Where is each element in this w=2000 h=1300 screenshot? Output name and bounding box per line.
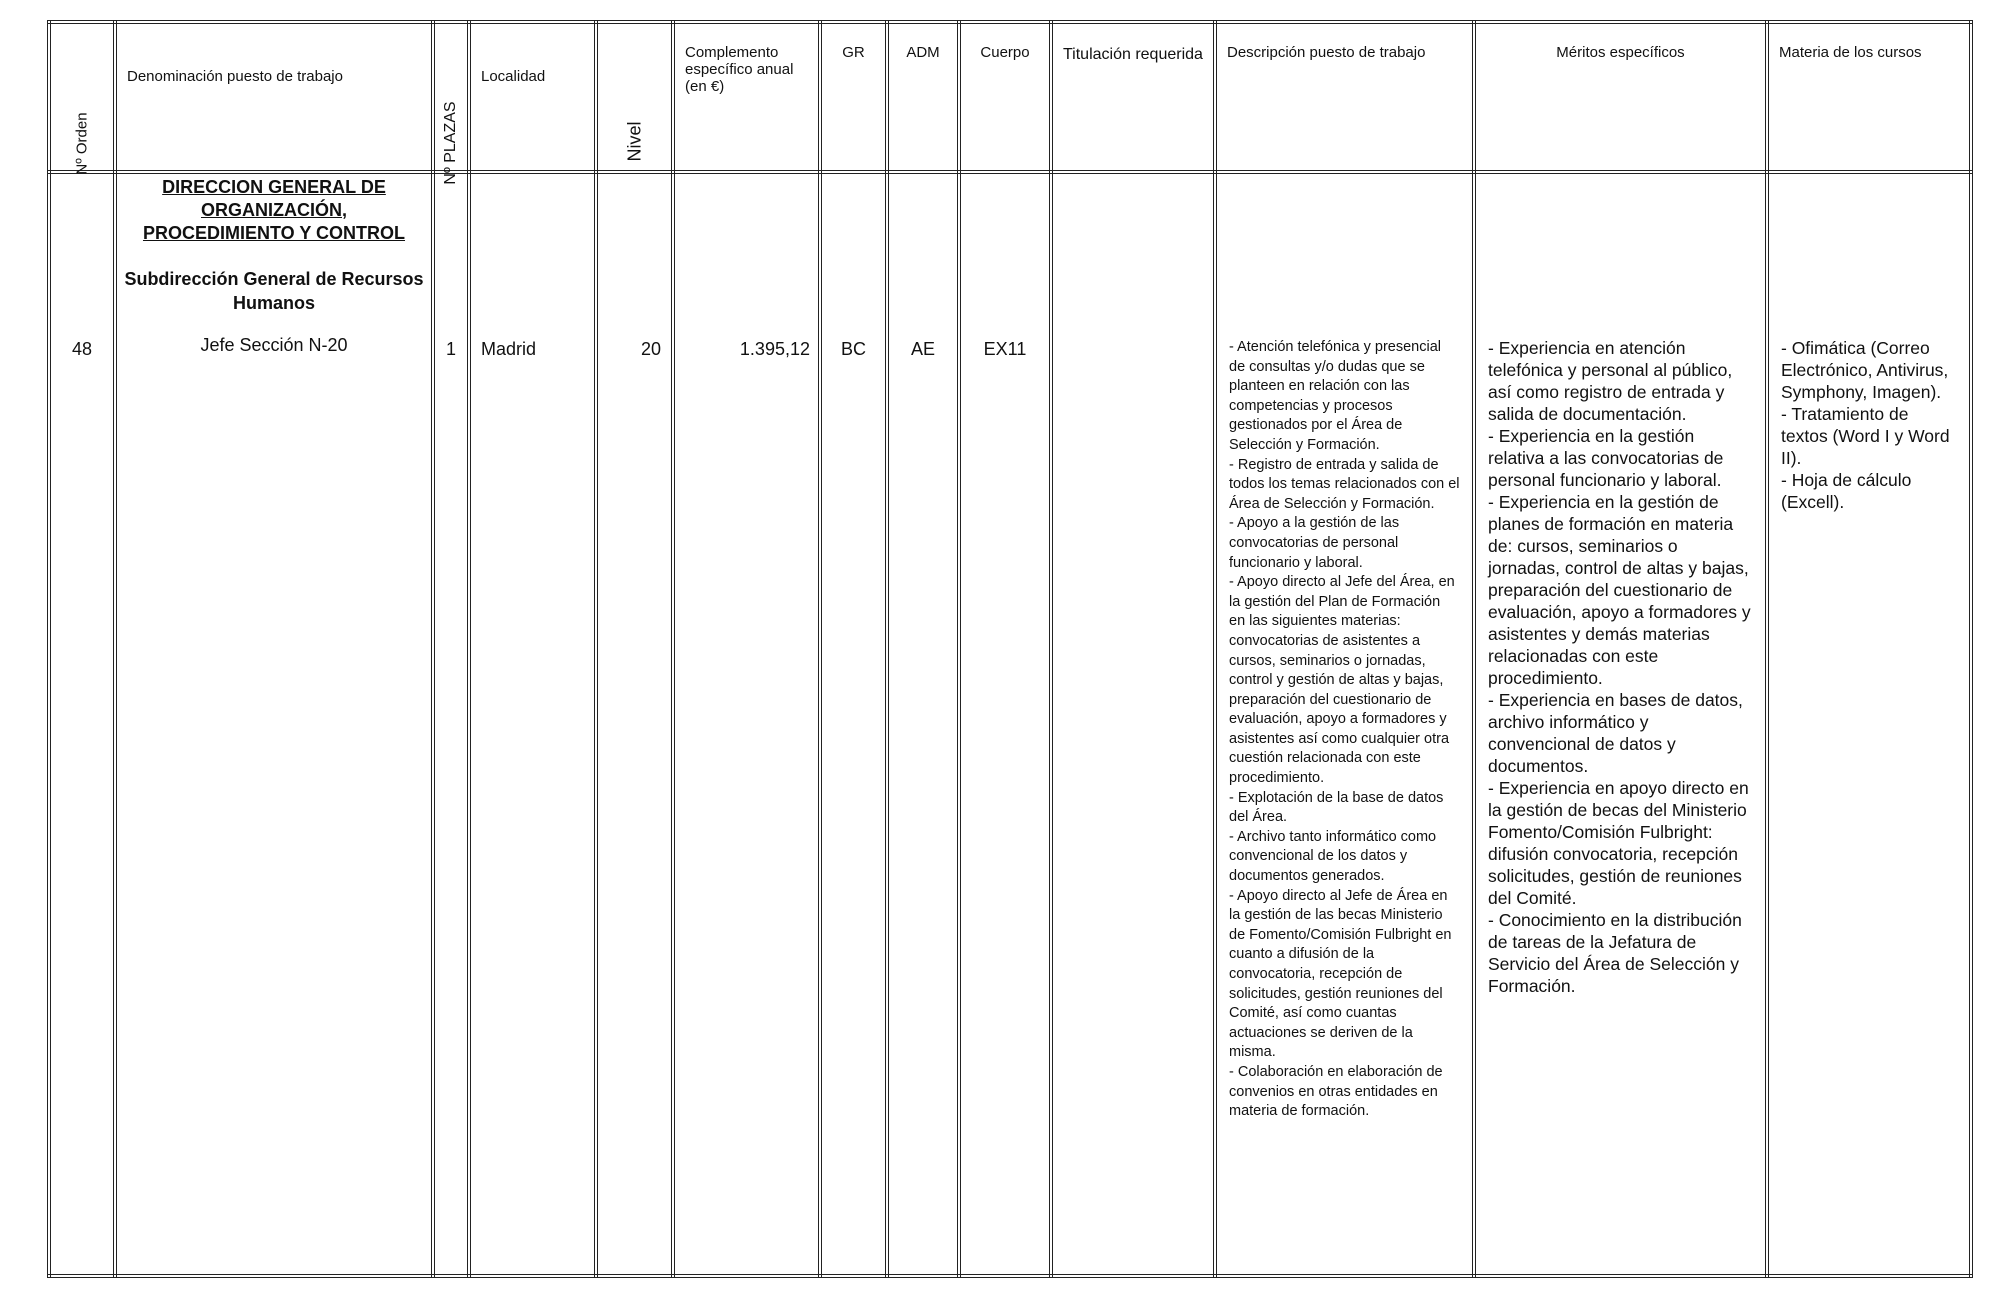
cell-gr bbox=[820, 172, 887, 1276]
header-plazas-label: Nº PLAZAS bbox=[442, 101, 459, 185]
table-row bbox=[49, 172, 1971, 1276]
subdireccion-heading: Subdirección General de Recursos Humanos bbox=[124, 269, 424, 313]
header-titulacion-label: Titulación requerida bbox=[1063, 46, 1203, 63]
cell-cuerpo bbox=[959, 172, 1051, 1276]
cell-complemento bbox=[673, 172, 820, 1276]
header-localidad bbox=[469, 22, 596, 172]
header-descripcion bbox=[1215, 22, 1474, 172]
header-meritos bbox=[1474, 22, 1767, 172]
cell-meritos bbox=[1474, 172, 1767, 1276]
gr-value: BC bbox=[840, 339, 866, 359]
orden-value: 48 bbox=[71, 339, 93, 359]
header-orden bbox=[49, 22, 115, 175]
header-localidad-label: Localidad bbox=[481, 68, 546, 85]
titulacion-value bbox=[1053, 174, 1213, 339]
localidad-value: Madrid bbox=[481, 339, 537, 359]
cell-descripcion bbox=[1215, 172, 1474, 1276]
adm-value: AE bbox=[910, 339, 935, 359]
cell-nivel bbox=[596, 172, 673, 1276]
cell-adm bbox=[887, 172, 959, 1276]
header-denominacion-label: Denominación puesto de trabajo bbox=[127, 68, 343, 85]
header-gr-label: GR bbox=[842, 44, 865, 61]
header-cuerpo bbox=[959, 22, 1051, 172]
header-orden-label: Nº Orden bbox=[73, 112, 91, 175]
descripcion-value: - Atención telefónica y presencial de consultas y/o dudas que se planteen en relación con las competencias y procesos gestionados por el Área de Selección y Formación. - Registro de entrada y salida de todos los temas relacionados con el Área de Selección y Formación. - Apoyo a la gestión de las convocatorias de personal funcionario y laboral. - Apoyo directo al Jefe del Área, en la gestión del Plan de Formación en las siguientes materias: convocatorias de asistentes a cursos, seminarios o jornadas, control y gestión de altas y bajas, preparación del cuestionario de evaluación, apoyo a formadores y asistentes así como cualquier otra cuestión relacionada con este procedimiento. - Explotación de la base de datos del Área. - Archivo tanto informático como convencional de los datos y documentos generados. - Apoyo directo al Jefe de Área en la gestión de las becas Ministerio de Fomento/Comisión Fulbright en cuanto a difusión de la convocatoria, recepción de solicitudes, gestión reuniones del Comité, así como cuantas actuaciones se deriven de la misma. - Colaboración en elaboración de convenios en otras entidades en materia de formación. bbox=[1229, 339, 1460, 1120]
header-materia bbox=[1767, 22, 1971, 172]
cell-materia bbox=[1767, 172, 1971, 1276]
cell-plazas bbox=[433, 172, 469, 1276]
meritos-value: - Experiencia en atención telefónica y personal al público, así como registro de entrada y salida de documentación. - Experiencia en la gestión relativa a las convocatorias de personal funcionario y laboral. - Experiencia en la gestión de planes de formación en materia de: cursos, seminarios o jornadas, control de altas y bajas, preparación del cuestionario de evaluación, apoyo a formadores y asistentes y demás materias relacionadas con este procedimiento. - Experiencia en bases de datos, archivo informático y convencional de datos y documentos. - Experiencia en apoyo directo en la gestión de becas del Ministerio Fomento/Comisión Fulbright: difusión convocatoria, recepción solicitudes, gestión de reuniones del Comité. - Conocimiento en la distribución de tareas de la Jefatura de Servicio del Área de Selección y Formación. bbox=[1488, 338, 1751, 996]
header-complemento bbox=[673, 22, 820, 172]
nivel-value: 20 bbox=[640, 339, 661, 359]
cell-titulacion bbox=[1051, 172, 1215, 1276]
materia-value: - Ofimática (Correo Electrónico, Antivirus, Symphony, Imagen). - Tratamiento de textos (Word I y Word II). - Hoja de cálculo (Excell). bbox=[1781, 338, 1950, 512]
header-denominacion bbox=[115, 22, 433, 172]
header-nivel bbox=[596, 22, 673, 172]
header-adm bbox=[887, 22, 959, 172]
header-row bbox=[49, 22, 1971, 172]
header-adm-label: ADM bbox=[906, 44, 940, 61]
job-positions-table bbox=[47, 20, 1973, 1278]
header-materia-label: Materia de los cursos bbox=[1779, 44, 1922, 61]
direccion-general-heading: DIRECCION GENERAL DE ORGANIZACIÓN, PROCEDIMIENTO Y CONTROL bbox=[142, 177, 406, 243]
header-titulacion bbox=[1051, 22, 1215, 172]
header-cuerpo-label: Cuerpo bbox=[980, 44, 1030, 61]
cell-orden bbox=[49, 172, 115, 1276]
header-nivel-label: Nivel bbox=[624, 121, 644, 162]
header-meritos-label: Méritos específicos bbox=[1556, 44, 1685, 61]
header-plazas bbox=[433, 22, 469, 185]
plazas-value: 1 bbox=[445, 339, 456, 359]
cuerpo-value: EX11 bbox=[983, 339, 1027, 359]
cell-denominacion bbox=[115, 172, 433, 1276]
cell-localidad bbox=[469, 172, 596, 1276]
header-gr bbox=[820, 22, 887, 172]
complemento-value: 1.395,12 bbox=[739, 339, 810, 359]
denominacion-value: Jefe Sección N-20 bbox=[200, 335, 348, 355]
header-descripcion-label: Descripción puesto de trabajo bbox=[1227, 44, 1426, 61]
header-complemento-label: Complemento específico anual (en €) bbox=[685, 44, 794, 95]
